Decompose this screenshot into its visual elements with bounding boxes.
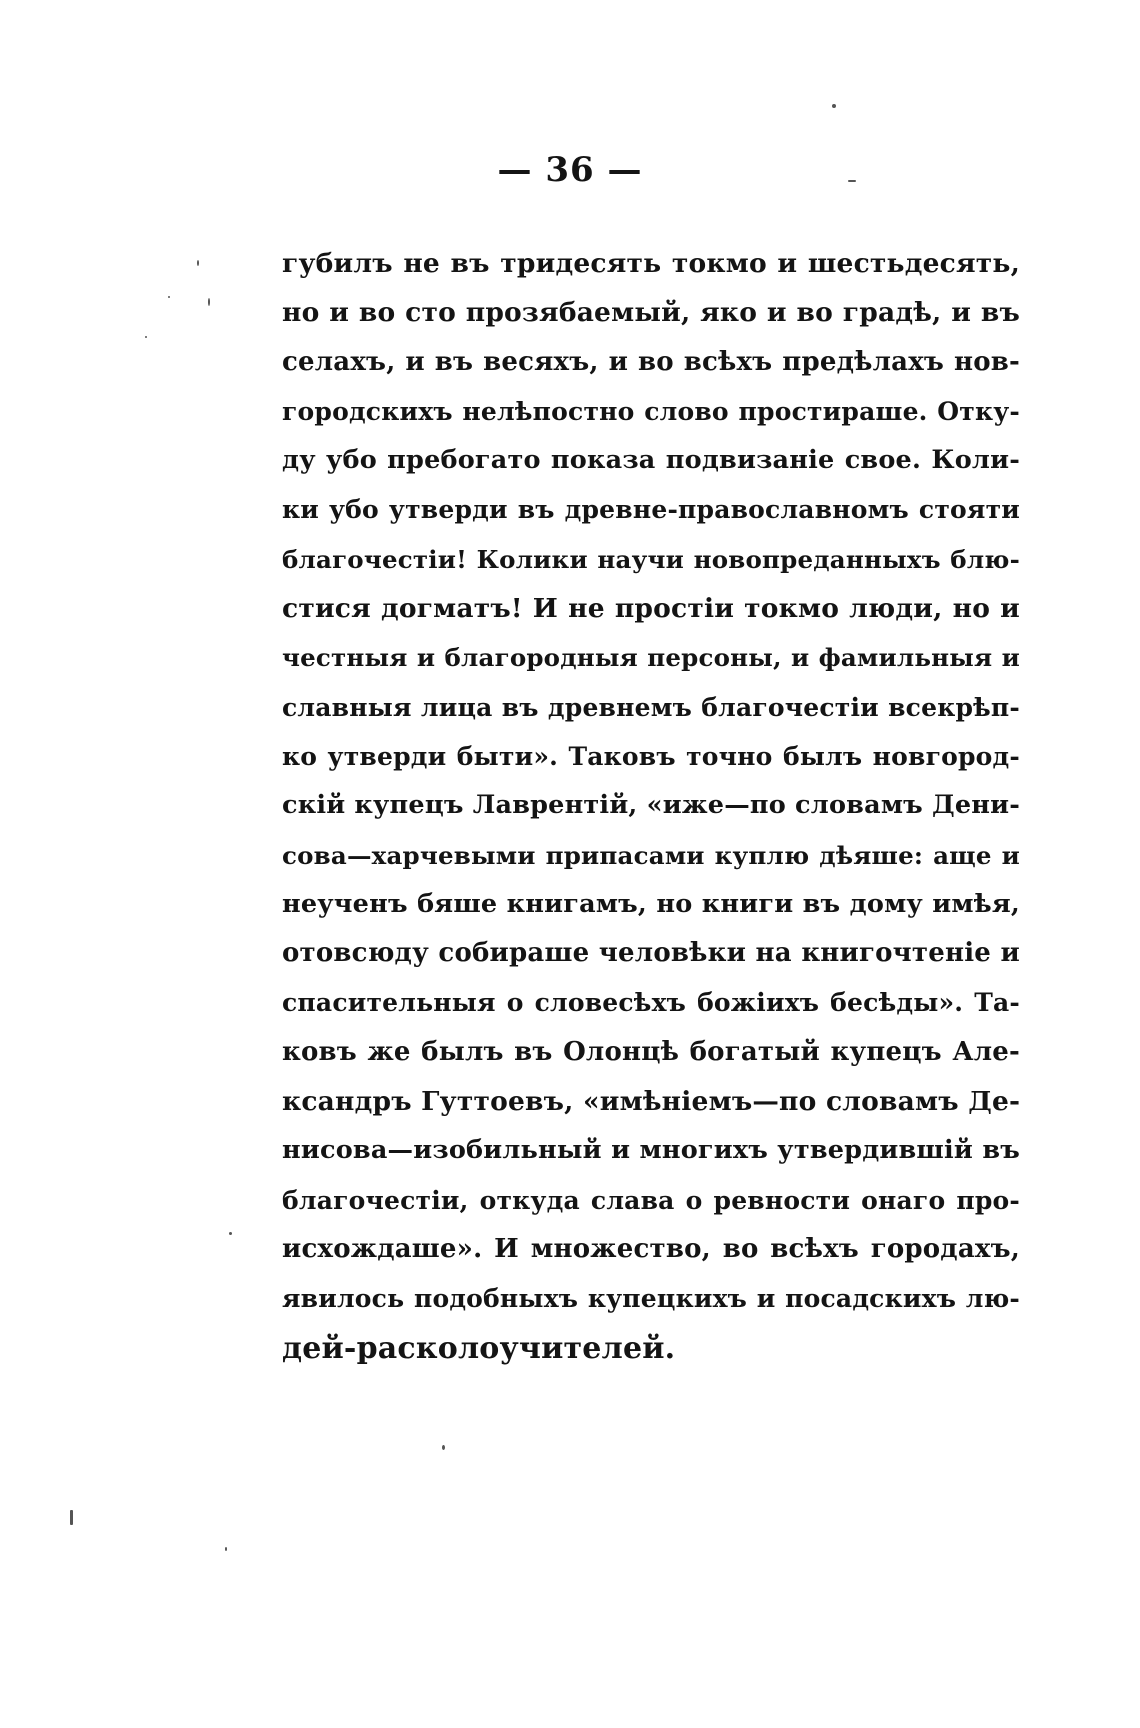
scan-speck — [208, 298, 210, 306]
scan-speck — [832, 104, 836, 108]
scan-speck — [229, 1232, 232, 1235]
text-line: честныя и благородныя персоны, и фамильныя и — [282, 643, 1020, 673]
text-line: нисова—изобильный и многихъ утвердившій въ — [282, 1135, 1020, 1166]
text-line: ксандръ Гуттоевъ, «имѣніемъ—по словамъ Де- — [282, 1086, 1021, 1118]
text-line: ки убо утверди въ древне-православномъ стояти — [282, 495, 1020, 525]
text-line: но и во сто прозябаемый, яко и во градѣ, и въ — [282, 297, 1020, 329]
text-line: городскихъ нелѣпостно слово простираше. Отку- — [282, 396, 1020, 426]
text-line: скій купецъ Лаврентій, «иже—по словамъ Дени- — [282, 790, 1021, 821]
text-line: ду убо пребогато показа подвизаніе свое. Коли- — [282, 445, 1020, 476]
scan-speck — [70, 1510, 73, 1525]
text-line: ко утверди быти». Таковъ точно былъ новгород- — [282, 741, 1020, 771]
text-line: сова—харчевыми припасами куплю дѣяше: аще и — [282, 840, 1020, 870]
text-line: славныя лица въ древнемъ благочестіи всекрѣп- — [282, 692, 1020, 722]
body-text — [282, 239, 1020, 1373]
text-line: дей-расколоучителей. — [282, 1330, 676, 1366]
text-line: явилось подобныхъ купецкихъ и посадскихъ лю- — [282, 1284, 1020, 1314]
scan-speck — [848, 180, 856, 182]
scan-speck — [442, 1445, 445, 1450]
text-line: стися догматъ! И не простіи токмо люди, но и — [282, 593, 1020, 625]
text-line: ковъ же былъ въ Олонцѣ богатый купецъ Але- — [282, 1036, 1020, 1067]
text-line: исхождаше». И множество, во всѣхъ городахъ, — [282, 1233, 1020, 1264]
text-line: благочестіи, откуда слава о ревности онаго про- — [282, 1185, 1020, 1215]
scan-speck — [145, 336, 147, 338]
text-line: отовсюду собираше человѣки на книгочтеніе и — [282, 938, 1020, 969]
text-line: неученъ бяше книгамъ, но книги въ дому имѣя, — [282, 888, 1020, 919]
page-number: — 36 — — [497, 150, 643, 190]
scan-speck — [197, 260, 199, 266]
text-line: губилъ не въ тридесять токмо и шестьдесять, — [282, 248, 1020, 279]
text-line: спасительныя о словесѣхъ божіихъ бесѣды». Та- — [282, 988, 1020, 1018]
text-line: селахъ, и въ весяхъ, и во всѣхъ предѣлахъ нов- — [282, 346, 1020, 377]
text-line: благочестіи! Колики научи новопреданныхъ блю- — [282, 544, 1020, 574]
scan-speck — [225, 1547, 227, 1551]
scan-speck — [168, 296, 170, 298]
